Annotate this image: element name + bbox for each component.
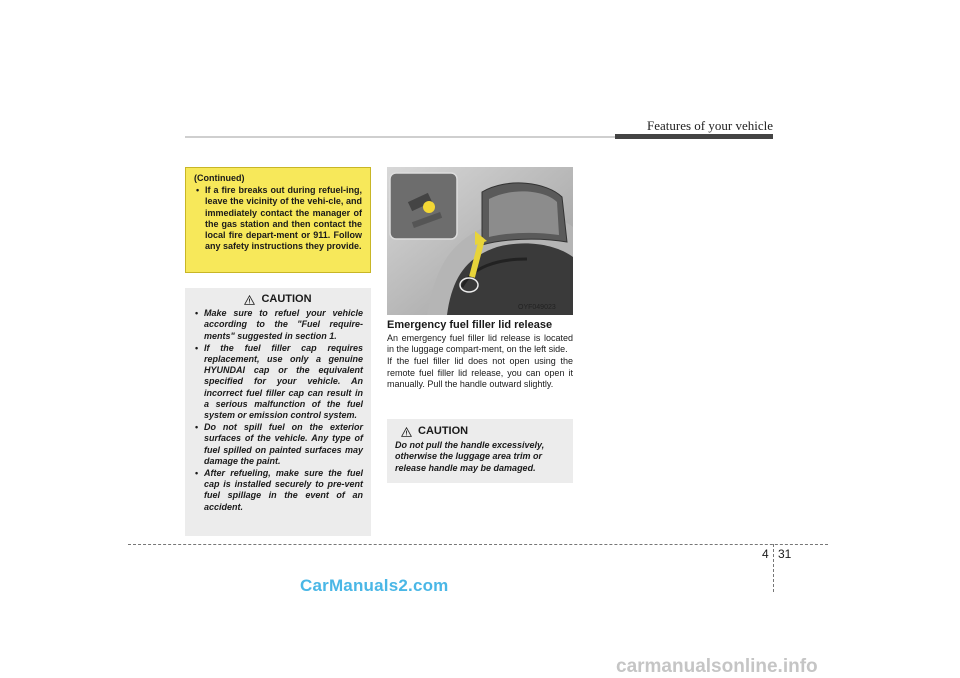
header-rule xyxy=(185,136,615,138)
footer-page-divider xyxy=(773,544,774,592)
chapter-number: 4 xyxy=(762,547,769,561)
caution-header xyxy=(395,426,565,437)
caution-box-fuel xyxy=(185,288,371,536)
page-header-title: Features of your vehicle xyxy=(647,118,773,133)
body-paragraph: If the fuel filler lid does not open using the remote fuel filler lid release, you can open it manually. Pull the handle outward slightly. xyxy=(387,356,573,389)
header-rule-accent xyxy=(615,134,773,139)
page-number: 31 xyxy=(778,547,792,561)
caution-box-handle xyxy=(387,419,573,483)
footer-divider xyxy=(128,544,828,545)
body-paragraph: An emergency fuel filler lid release is located in the luggage compart-ment, on the left side. xyxy=(387,333,573,355)
caution-heading: CAUTION xyxy=(418,425,469,437)
caution-item: • If the fuel filler cap requires replacement, use only a genuine HYUNDAI cap or the equivalent specified for your vehicle. An incorrect fuel filler cap can result in a serious malfunction of the fuel system or emission control system. xyxy=(193,343,363,421)
caution-item: • Do not spill fuel on the exterior surfaces of the vehicle. Any type of fuel spilled on painted surfaces may damage the paint. xyxy=(193,422,363,467)
section-title: Emergency fuel filler lid release xyxy=(387,319,553,331)
caution-text: Do not pull the handle excessively, otherwise the luggage area trim or release handle may be damaged. xyxy=(395,440,545,473)
caution-header xyxy=(193,294,363,305)
watermark-bottom: carmanualsonline.info xyxy=(616,656,818,677)
caution-item: • Make sure to refuel your vehicle according to the "Fuel require-ments" suggested in section 1. xyxy=(193,308,363,342)
warning-box xyxy=(185,167,371,273)
section-body xyxy=(387,333,573,391)
caution-heading: CAUTION xyxy=(261,293,312,305)
watermark-link[interactable]: CarManuals2.com xyxy=(300,576,449,595)
figure-code: OYF049023 xyxy=(518,304,556,311)
warning-triangle-icon xyxy=(401,427,412,437)
caution-item: • After refueling, make sure the fuel cap is installed securely to pre-vent fuel spillage in the event of an accident. xyxy=(193,468,363,513)
continued-label: (Continued) xyxy=(194,173,245,183)
warning-triangle-icon xyxy=(244,295,255,305)
warning-item: • If a fire breaks out during refuel-ing, leave the vicinity of the vehi-cle, and immediately contact the manager of the gas station and then contact the local fire depart-ment or 911. Follow any safety instructions they provide. xyxy=(194,185,362,252)
trunk-release-photo xyxy=(387,167,573,315)
